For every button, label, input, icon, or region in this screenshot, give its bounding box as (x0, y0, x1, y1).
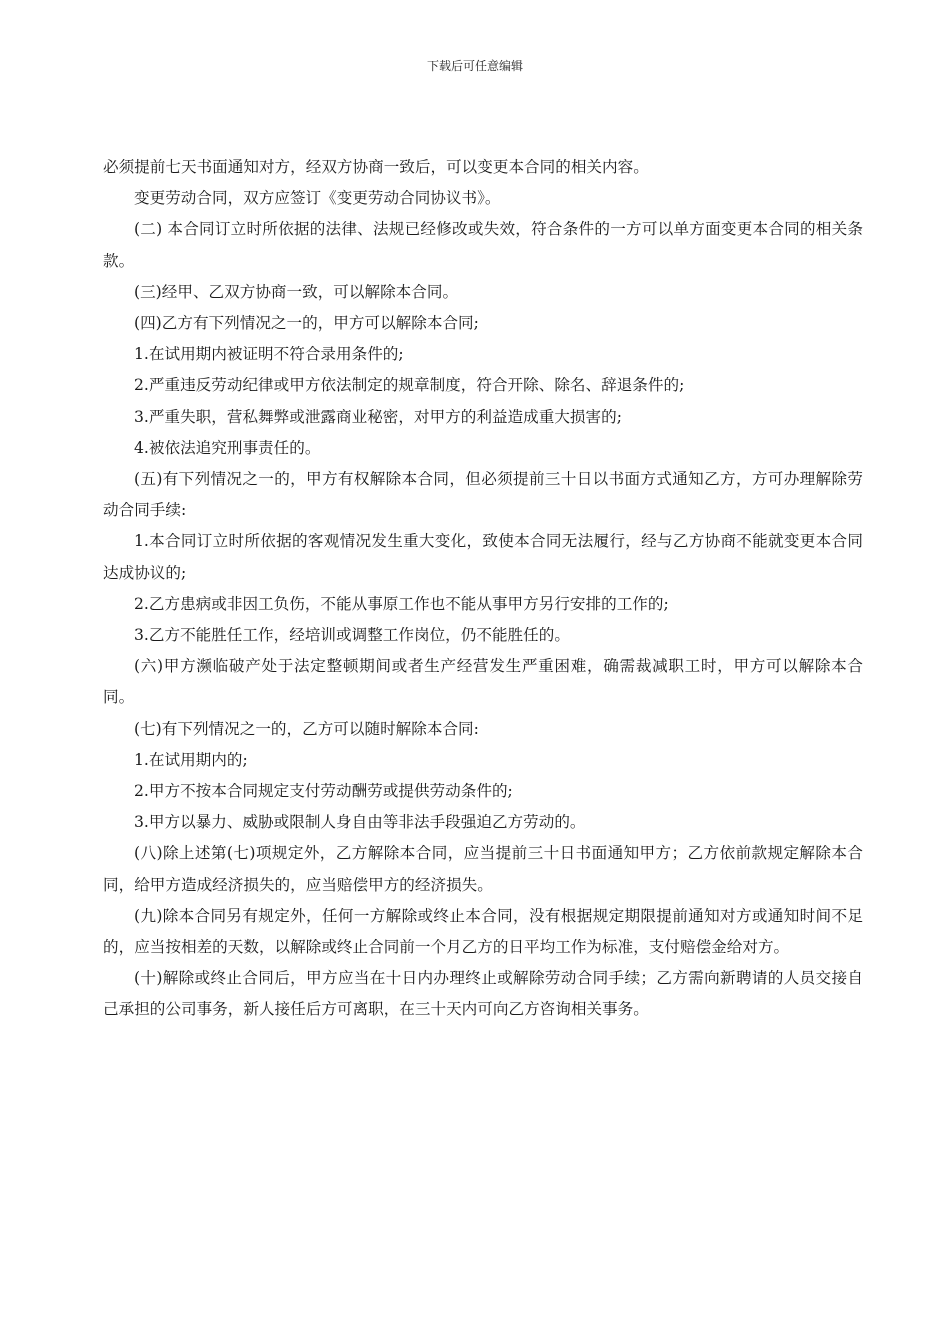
document-body (103, 152, 863, 1026)
paragraph: (三)经甲、乙双方协商一致，可以解除本合同。 (134, 282, 459, 301)
paragraph: 必须提前七天书面通知对方，经双方协商一致后，可以变更本合同的相关内容。 (103, 158, 649, 176)
list-item: 1.在试用期内的; (134, 750, 248, 769)
list-item: 1.在试用期内被证明不符合录用条件的; (134, 345, 404, 364)
paragraph: (九)除本合同另有规定外，任何一方解除或终止本合同，没有根据规定期限提前通知对方或通知时间不足的，应当按相差的天数，以解除或终止合同前一个月乙方的日平均工作为标准，支付赔偿金给对方。 (103, 906, 863, 957)
paragraph: (四)乙方有下列情况之一的，甲方可以解除本合同; (134, 314, 479, 333)
paragraph: (七)有下列情况之一的，乙方可以随时解除本合同: (134, 719, 479, 738)
list-item: 2.甲方不按本合同规定支付劳动酬劳或提供劳动条件的; (134, 782, 513, 801)
list-item: 3.乙方不能胜任工作，经培训或调整工作岗位，仍不能胜任的。 (134, 626, 570, 645)
paragraph: (二) 本合同订立时所依据的法律、法规已经修改或失效，符合条件的一方可以单方面变更本合同的相关条款。 (103, 220, 863, 270)
paragraph: (五)有下列情况之一的，甲方有权解除本合同，但必须提前三十日以书面方式通知乙方，方可办理解除劳动合同手续: (103, 470, 863, 520)
list-item: 1.本合同订立时所依据的客观情况发生重大变化，致使本合同无法履行，经与乙方协商不能就变更本合同达成协议的; (103, 532, 863, 582)
list-item: 2.乙方患病或非因工负伤，不能从事原工作也不能从事甲方另行安排的工作的; (134, 594, 669, 613)
list-item: 4.被依法追究刑事责任的。 (134, 438, 321, 457)
paragraph: (十)解除或终止合同后，甲方应当在十日内办理终止或解除劳动合同手续；乙方需向新聘请的人员交接自己承担的公司事务，新人接任后方可离职，在三十天内可向乙方咨询相关事务。 (103, 969, 863, 1019)
list-item: 2.严重违反劳动纪律或甲方依法制定的规章制度，符合开除、除名、辞退条件的; (134, 376, 685, 395)
paragraph: 变更劳动合同，双方应签订《变更劳动合同协议书》。 (134, 189, 501, 208)
list-item: 3.严重失职，营私舞弊或泄露商业秘密，对甲方的利益造成重大损害的; (134, 407, 622, 426)
paragraph: (六)甲方濒临破产处于法定整顿期间或者生产经营发生严重困难，确需裁减职工时，甲方可以解除本合同。 (103, 657, 863, 707)
paragraph: (八)除上述第(七)项规定外，乙方解除本合同，应当提前三十日书面通知甲方；乙方依前款规定解除本合同，给甲方造成经济损失的，应当赔偿甲方的经济损失。 (103, 844, 863, 894)
list-item: 3.甲方以暴力、威胁或限制人身自由等非法手段强迫乙方劳动的。 (134, 813, 586, 832)
header-note: 下载后可任意编辑 (426, 59, 523, 73)
